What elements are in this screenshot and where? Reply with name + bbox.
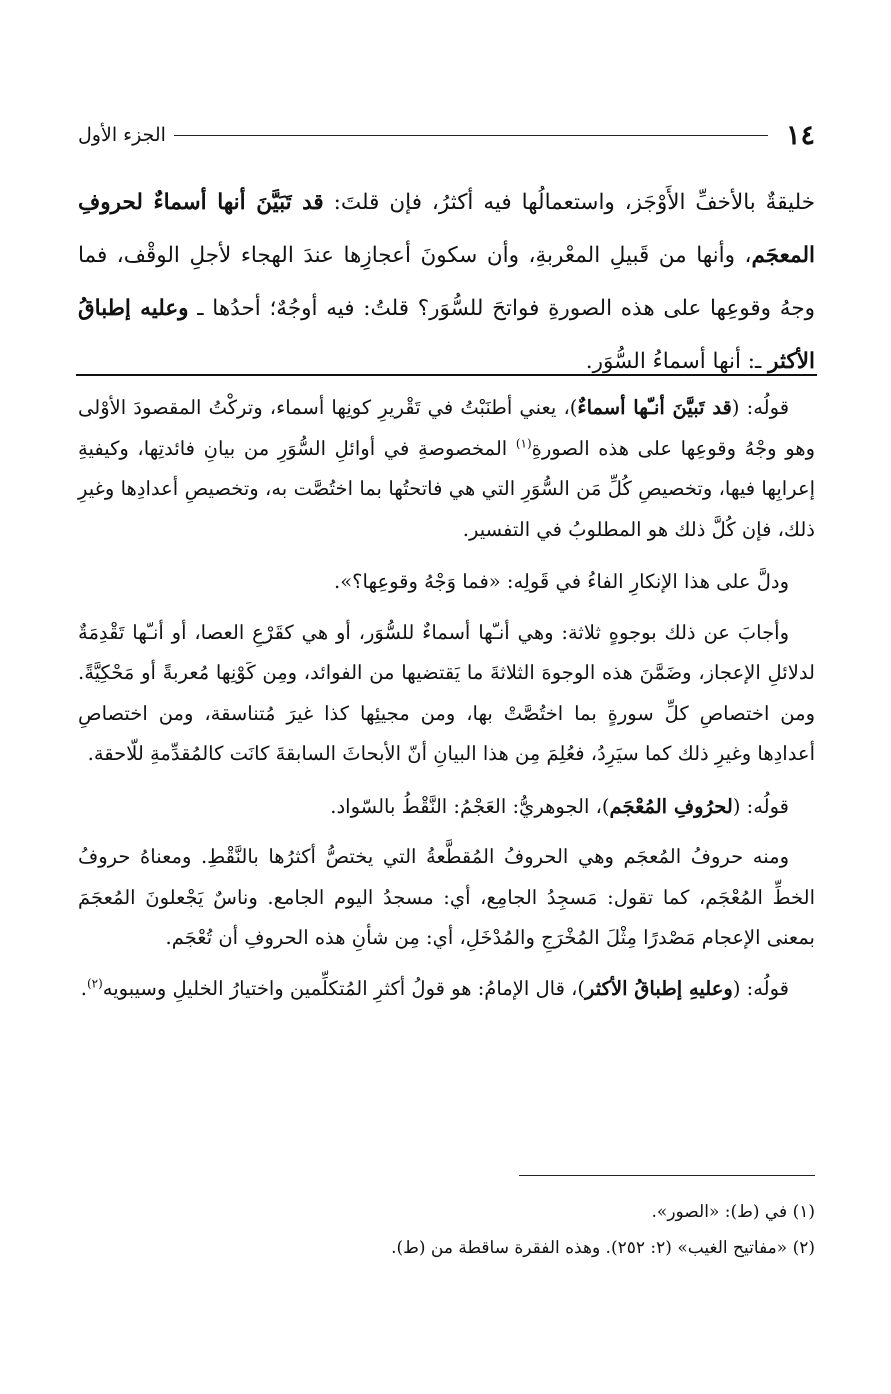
commentary-lead: قولُه: ( [732, 976, 789, 1000]
main-text-segment: ، وأنها من قَبيلِ المعْربةِ، وأن سكونَ أعجازِها عندَ الهجاء لأجلِ الوقْف، فما وجهُ وقوعِها على هذه الصورةِ فواتحَ للسُّوَر؟ قلتُ: فيه أوجُهٌ؛ أحدُها ـ [78, 243, 815, 321]
page-number: ١٤ [785, 119, 815, 151]
footnote-ref: (٢) [86, 976, 103, 990]
main-text [78, 176, 815, 388]
quoted-phrase: لحرُوفِ المُعْجَم [609, 794, 733, 818]
commentary-text: . [80, 976, 87, 1000]
commentary-paragraph: ومنه حروفُ المُعجَم وهي الحروفُ المُقطَّعةُ التي يختصُّ أكثرُها بالنَّقْطِ. ومعناهُ حروفُ الخطِّ المُعْجَم، كما تقول: مَسجِدُ الجامِع، أي: مسجدُ اليوم الجامع. وناسٌ يَجْعلونَ المُعجَمَ بمعنى الإعجام مَصْدرًا مِثْلَ المُخْرَجِ والمُدْخَلِ، أي: مِن شأنِ هذه الحروفِ أن تُعْجَم. [78, 845, 815, 949]
main-text-segment: ـ: أنها أسماءُ السُّوَر. [585, 349, 769, 374]
footnotes [78, 1194, 815, 1266]
commentary-text: المخصوصةِ في أوائلِ السُّوَرِ من بيانِ فائدتِها، وكيفيةِ إعرابِها فيها، وتخصيصِ كُلِّ مَن السُّوَرِ التي هي فاتحتُها بما اختُصَّت به، وتخصيصِ أعدادِها وغيرِ ذلك، فإن كُلَّ ذلك هو المطلوبُ في التفسير. [78, 436, 815, 541]
quoted-phrase: وعليهِ إطباقُ الأكثر [585, 976, 733, 1000]
running-header [78, 118, 815, 152]
footnote: (١) في (ط): «الصور». [651, 1202, 815, 1222]
commentary-text: )، يعني أطنَبْتُ في تَقْريرِ كونِها أسماء، وتركْتُ المقصودَ الأوْلى وهو وجْهُ وقوعِها على هذه الصورةِ [78, 396, 815, 460]
commentary-text: )، الجوهريُّ: العَجْمُ: النَّقْطُ بالسّواد. [330, 794, 610, 818]
quoted-phrase: قد تَبيَّنَ أنـّها أسماءٌ [577, 396, 732, 419]
footnote-ref: (١) [515, 436, 532, 450]
commentary-lead: قولُه: ( [732, 794, 789, 818]
header-rule [174, 135, 768, 136]
main-text-segment: خليقةٌ بالأخفِّ الأَوْجَز، واستعمالُها فيه أكثرُ، فإن قلتَ: [323, 190, 815, 215]
running-title: الجزء الأول [78, 124, 166, 146]
footnote: (٢) «مفاتيح الغيب» (٢: ٢٥٢). وهذه الفقرة ساقطة من (ط). [391, 1238, 815, 1258]
commentary-paragraph [78, 388, 815, 550]
commentary-text: )، قال الإمامُ: هو قولُ أكثرِ المُتكلِّمين واختيارُ الخليلِ وسيبويه [102, 976, 586, 1000]
main-text-bold-phrase: قد تَبَيَّنَ أنها أسماءٌ لحروفِ المعجَم [78, 190, 815, 268]
main-text-bold-phrase: وعليه إطباقُ الأكثر [78, 296, 815, 374]
main-text-divider [76, 374, 817, 376]
footnote-divider [519, 1175, 815, 1176]
commentary-paragraph [78, 969, 815, 1010]
commentary-paragraph: وأجابَ عن ذلك بوجوهٍ ثلاثة: وهي أنـّها أسماءٌ للسُّوَر، أو هي كقَرْعِ العصا، أو أنـّها تَقْدِمَةٌ لدلائلِ الإعجاز، وضَمَّنَ هذه الوجوهَ الثلاثةَ ما يَقتضيها من الفوائد، ومِن كَوْنِها مُعربةً أو مَحْكِيَّةً. ومن اختصاصِ كلِّ سورةٍ بما اختُصَّتْ بها، ومن مجيئِها كذا غيرَ مُتناسقة، ومن اختصاصِ أعدادِها وغيرِ ذلك كما سيَرِدُ، فعُلِمَ مِن هذا البيانِ أنّ الأبحاثَ السابقةَ كانَت كالمُقدِّمةِ للّاحقة. [78, 620, 815, 765]
commentary-paragraph: ودلَّ على هذا الإنكارِ الفاءُ في قَولِه: «فما وَجْهُ وقوعِها؟». [334, 570, 789, 593]
commentary-paragraph [78, 787, 815, 828]
commentary [78, 388, 815, 1021]
commentary-lead: قولُه: ( [731, 396, 790, 419]
